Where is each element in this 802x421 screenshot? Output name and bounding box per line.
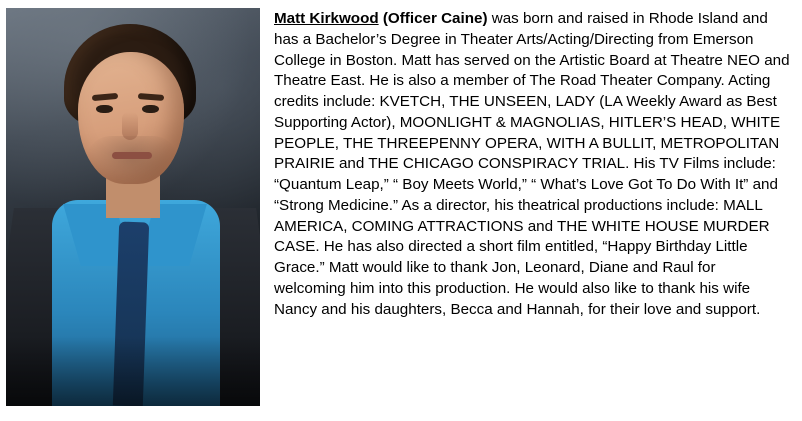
- bio-paragraph: [260, 8, 796, 320]
- bio-body-text: was born and raised in Rhode Island and has a Bachelor’s Degree in Theater Arts/Acting/Directing from Emerson College in Boston. Matt has served on the Artistic Board at Theatre NEO and Theatre East. He is also a member of The Road Theater Company. Acting credits include: KVETCH, THE UNSEEN, LADY (LA Weekly Award as Best Supporting Actor), MOONLIGHT & MAGNOLIAS, HITLER’S HEAD, WHITE PEOPLE, THE THREEPENNY OPERA, WITH A BULLIT, METROPOLITAN PRAIRIE and THE CHICAGO CONSPIRACY TRIAL. His TV Films include: “Quantum Leap,” “ Boy Meets World,” “ What’s Love Got To Do With It” and “Strong Medicine.” As a director, his theatrical productions include: MALL AMERICA, COMING ATTRACTIONS and THE WHITE HOUSE MURDER CASE. He has also directed a short film entitled, “Happy Birthday Little Grace.” Matt would like to thank Jon, Leonard, Diane and Raul for welcoming him into this production. He would also like to thank his wife Nancy and his daughters, Becca and Hannah, for their love and support.: [274, 10, 790, 318]
- performer-name: Matt Kirkwood: [274, 10, 379, 27]
- mouth: [112, 152, 152, 159]
- nose: [122, 112, 138, 140]
- eye-left: [96, 105, 113, 113]
- stubble: [86, 136, 178, 186]
- performer-role: (Officer Caine): [382, 10, 488, 27]
- eye-right: [142, 105, 159, 113]
- headshot-photo: [6, 8, 260, 406]
- photo-backdrop: [6, 8, 260, 406]
- photo-vignette: [6, 336, 260, 406]
